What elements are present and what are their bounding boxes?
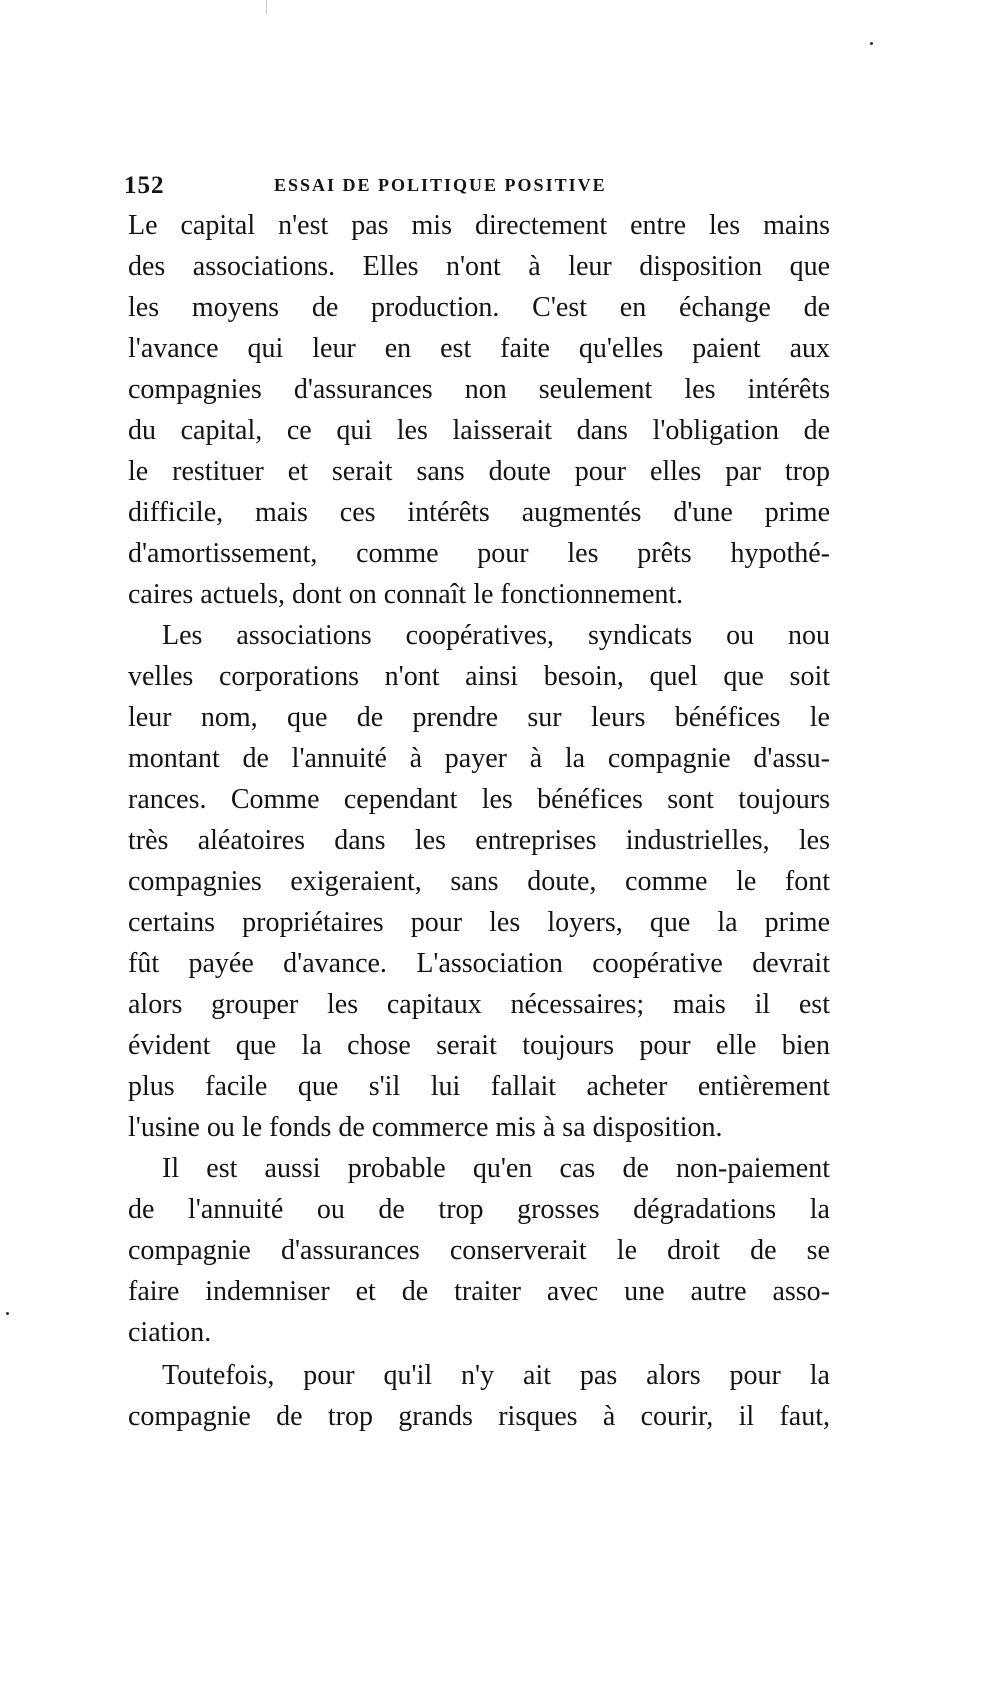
text-line: certains propriétaires pour les loyers, que la prime [128,907,830,938]
text-line: d'amortissement, comme pour les prêts hypothé- [128,538,830,569]
text-line: alors grouper les capitaux nécessaires; mais il est [128,989,830,1020]
text-line: évident que la chose serait toujours pour elle bien [128,1030,830,1061]
text-line: caires actuels, dont on connaît le fonctionnement. [128,579,684,610]
text-line: rances. Comme cependant les bénéfices sont toujours [128,784,830,815]
text-line: montant de l'annuité à payer à la compagnie d'assu- [128,743,830,774]
running-head [124,172,834,202]
text-line: Toutefois, pour qu'il n'y ait pas alors pour la [162,1360,830,1391]
text-line: compagnies exigeraient, sans doute, comme le font [128,866,830,897]
page-number: 152 [124,172,165,199]
scan-speck [6,1312,9,1315]
text-line: l'usine ou le fonds de commerce mis à sa disposition. [128,1112,723,1143]
text-line: très aléatoires dans les entreprises industrielles, les [128,825,830,856]
text-line: ciation. [128,1317,212,1348]
text-line: plus facile que s'il lui fallait acheter entièrement [128,1071,830,1102]
text-line: faire indemniser et de traiter avec une autre asso- [128,1276,830,1307]
text-line: difficile, mais ces intérêts augmentés d'une prime [128,497,830,528]
running-title: ESSAI DE POLITIQUE POSITIVE [274,175,607,195]
text-line: compagnie d'assurances conserverait le droit de se [128,1235,830,1266]
text-line: Il est aussi probable qu'en cas de non-paiement [162,1153,830,1184]
text-line: Les associations coopératives, syndicats ou nou [162,620,830,651]
text-line: compagnies d'assurances non seulement les intérêts [128,374,830,405]
text-line: l'avance qui leur en est faite qu'elles paient aux [128,333,830,364]
text-line: le restituer et serait sans doute pour elles par trop [128,456,830,487]
text-line: velles corporations n'ont ainsi besoin, quel que soit [128,661,830,692]
text-line: Le capital n'est pas mis directement entre les mains [128,210,830,241]
scan-speck [870,42,873,45]
text-line: compagnie de trop grands risques à courir, il faut, [128,1401,830,1432]
scan-mark [266,0,267,14]
text-line: leur nom, que de prendre sur leurs bénéfices le [128,702,830,733]
text-line: les moyens de production. C'est en échange de [128,292,830,323]
text-line: du capital, ce qui les laisserait dans l'obligation de [128,415,830,446]
text-line: fût payée d'avance. L'association coopérative devrait [128,948,830,979]
text-line: des associations. Elles n'ont à leur disposition que [128,251,830,282]
text-line: de l'annuité ou de trop grosses dégradations la [128,1194,830,1225]
